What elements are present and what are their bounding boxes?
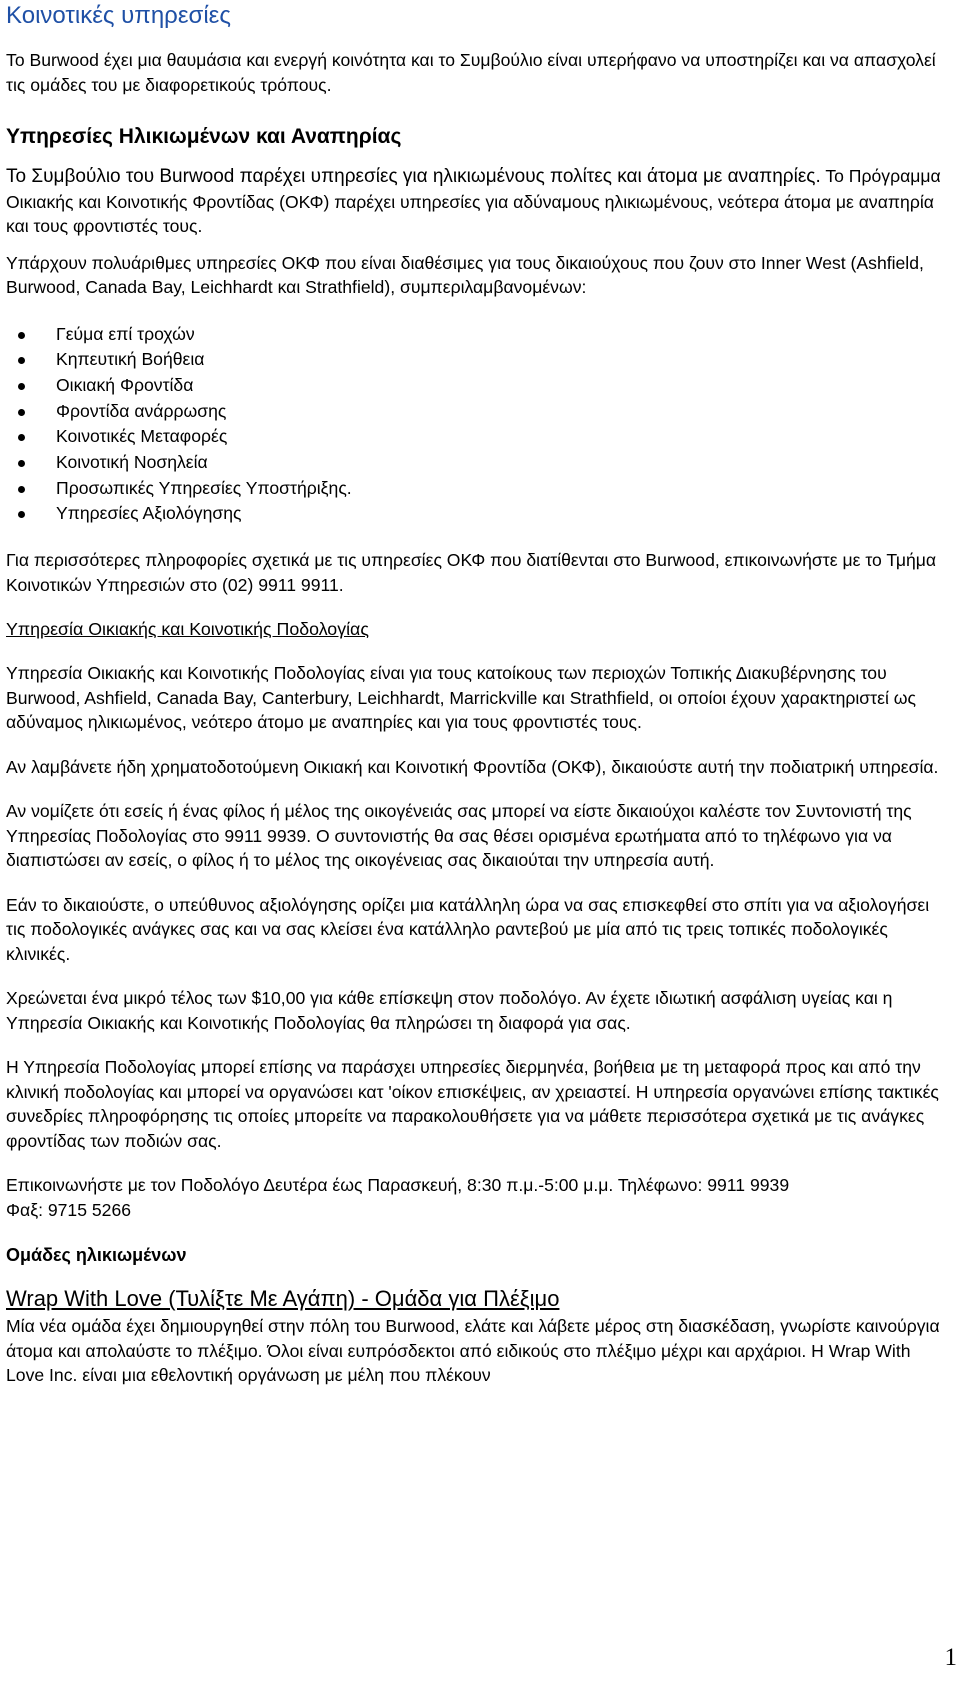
list-item: Κοινοτικές Μεταφορές	[6, 424, 951, 450]
hacc-services-paragraph: Υπάρχουν πολυάριθμες υπηρεσίες ΟΚΦ που είναι διαθέσιμες για τους δικαιούχους που ζουν στο Inner West (Ashfield, Burwood, Canada Bay, Leichhardt και Strathfield), συμπεριλαμβανομένων:	[6, 252, 924, 297]
section-heading-senior-groups: Ομάδες ηλικιωμένων	[6, 1245, 187, 1266]
list-item: Υπηρεσίες Αξιολόγησης	[6, 501, 951, 527]
page-title: Κοινοτικές υπηρεσίες	[6, 2, 231, 29]
list-item: Γεύμα επί τροχών	[6, 322, 951, 348]
section-heading-elderly-disability: Υπηρεσίες Ηλικιωμένων και Αναπηρίας	[6, 125, 402, 148]
podiatry-contact-line-2: Φαξ: 9715 5266	[6, 1199, 132, 1220]
podiatry-paragraph-5: Χρεώνεται ένα μικρό τέλος των $10,00 για κάθε επίσκεψη στον ποδολόγο. Αν έχετε ιδιωτική ασφάλιση υγείας και η Υπηρεσία Οικιακής και Κοινοτικής Ποδολογίας θα πληρώσει τη διαφορά για σας.	[6, 988, 893, 1033]
wrap-with-love-link[interactable]: Wrap With Love (Τυλίξτε Με Αγάπη) - Ομάδα για Πλέξιμο	[6, 1286, 560, 1312]
podiatry-paragraph-4: Εάν το δικαιούστε, ο υπεύθυνος αξιολόγησης ορίζει μια κατάλληλη ώρα να σας επισκεφθεί στο σπίτι για να αξιολογήσει τις ποδολογικές ανάγκες σας και να σας κλείσει ένα κατάλληλο ραντεβού με μία από τις τρεις τοπικές ποδολογικές κλινικές.	[6, 894, 930, 964]
podiatry-paragraph-3: Αν νομίζετε ότι εσείς ή ένας φίλος ή μέλος της οικογένειάς σας μπορεί να είστε δικαιούχοι καλέστε τον Συντονιστή της Υπηρεσίας Ποδολογίας στο 9911 9939. Ο συντονιστής θα σας θέσει ορισμένα ερωτήματα από το τηλέφωνο για να διαπιστώσει αν εσείς, ο φίλος ή το μέλος της οικογένειας σας δικαιούται την υπηρεσία αυτή.	[6, 801, 912, 871]
podiatry-contact-line-1: Επικοινωνήστε με τον Ποδολόγο Δευτέρα έως Παρασκευή, 8:30 π.μ.-5:00 μ.μ. Τηλέφωνο: 9911 9939	[6, 1175, 790, 1196]
elderly-services-paragraph	[6, 164, 951, 239]
list-item: Οικιακή Φροντίδα	[6, 373, 951, 399]
more-info-paragraph: Για περισσότερες πληροφορίες σχετικά με τις υπηρεσίες ΟΚΦ που διατίθενται στο Burwood, επικοινωνήστε με το Τμήμα Κοινοτικών Υπηρεσιών στο (02) 9911 9911.	[6, 550, 937, 595]
list-item: Κοινοτική Νοσηλεία	[6, 450, 951, 476]
elderly-services-text-a: Το Συμβούλιο του Burwood παρέχει υπηρεσίες για ηλικιωμένους πολίτες και άτομα με αναπηρίες.	[6, 166, 821, 187]
document-page	[6, 0, 951, 1388]
podiatry-paragraph-2: Αν λαμβάνετε ήδη χρηματοδοτούμενη Οικιακή και Κοινοτική Φροντίδα (ΟΚΦ), δικαιούστε αυτή την ποδιατρική υπηρεσία.	[6, 756, 939, 777]
elderly-services-text-b: Το Πρόγραμμα Οικιακής και Κοινοτικής Φροντίδας (ΟΚΦ) παρέχει υπηρεσίες για αδύναμους ηλικιωμένους, νεότερα άτομα με αναπηρία και τους φροντιστές τους.	[6, 166, 941, 236]
podiatry-paragraph-6: Η Υπηρεσία Ποδολογίας μπορεί επίσης να παράσχει υπηρεσίες διερμηνέα, βοήθεια με τη μεταφορά προς και από την κλινική ποδολογίας και μπορεί να οργανώσει κατ 'οίκον επισκέψεις, αν χρειαστεί. Η υπηρεσία οργανώνει επίσης τακτικές συνεδρίες πληροφόρησης τις οποίες μπορείτε να παρακολουθήσετε για να μάθετε περισσότερα σχετικά με τις ανάγκες φροντίδας των ποδιών σας.	[6, 1057, 939, 1151]
podiatry-service-link[interactable]: Υπηρεσία Οικιακής και Κοινοτικής Ποδολογίας	[6, 619, 369, 640]
services-list	[6, 322, 951, 528]
podiatry-paragraph-1: Υπηρεσία Οικιακής και Κοινοτικής Ποδολογίας είναι για τους κατοίκους των περιοχών Τοπικής Διακυβέρνησης του Burwood, Ashfield, Canada Bay, Canterbury, Leichhardt, Marrickville και Strathfield, οι οποίοι έχουν χαρακτηριστεί ως αδύναμος ηλικιωμένος, νεότερο άτομο με αναπηρίες και για τους φροντιστές τους.	[6, 663, 916, 733]
list-item: Φροντίδα ανάρρωσης	[6, 399, 951, 425]
page-number: 1	[944, 1644, 957, 1671]
wrap-with-love-paragraph: Μία νέα ομάδα έχει δημιουργηθεί στην πόλη του Burwood, ελάτε και λάβετε μέρος στη διασκέδαση, γνωρίστε καινούργια άτομα και απολαύστε το πλέξιμο. Όλοι είναι ευπρόσδεκτοι από ειδικούς στο πλέξιμο μέχρι και αρχάριοι. Η Wrap With Love Inc. είναι μια εθελοντική οργάνωση με μέλη που πλέκουν	[6, 1316, 940, 1386]
list-item: Κηπευτική Βοήθεια	[6, 347, 951, 373]
intro-paragraph: Το Burwood έχει μια θαυμάσια και ενεργή κοινότητα και το Συμβούλιο είναι υπερήφανο να υποστηρίζει και να απασχολεί τις ομάδες του με διαφορετικούς τρόπους.	[6, 50, 936, 95]
list-item: Προσωπικές Υπηρεσίες Υποστήριξης.	[6, 476, 951, 502]
